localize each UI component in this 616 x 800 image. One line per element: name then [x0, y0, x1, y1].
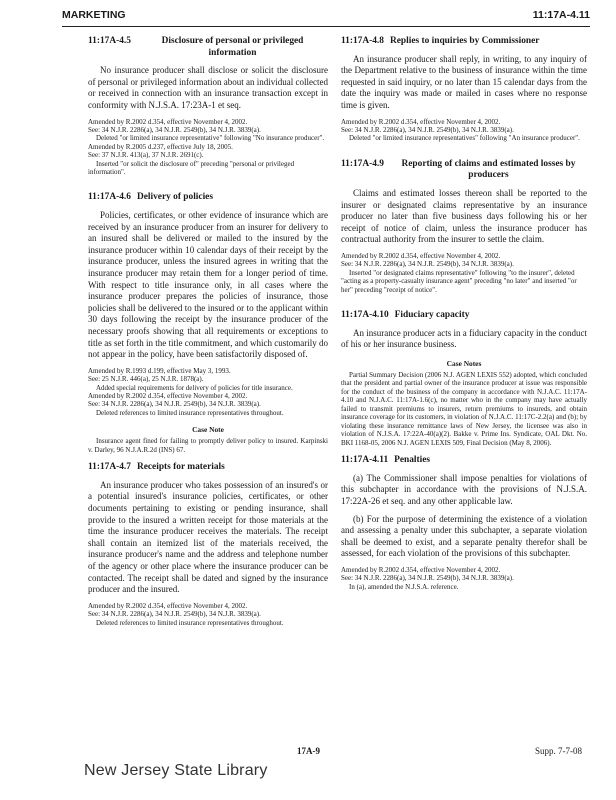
history-note: See: 34 N.J.R. 2286(a), 34 N.J.R. 2549(b), 34 N.J.R. 3839(a).: [88, 610, 261, 619]
section-number: 11:17A-4.10: [341, 309, 389, 320]
section-heading: [341, 310, 587, 322]
section-number: 11:17A-4.6: [88, 192, 131, 203]
running-header: [62, 4, 590, 27]
section-paragraph: No insurance producer shall disclose or solicit the disclosure of personal or privileged information about an individual collected or received in connection with an insurance transaction except in conformity with N.J.S.A. 17:23A-1 et seq.: [88, 65, 328, 110]
section-heading: [88, 36, 328, 59]
section-paragraph: Claims and estimated losses thereon shall be reported to the insurer or designated claims representative by an insurance producer no later than five business days following his or her receipt of notice of claim, unless the insurance producer has contractual authority from the insurer to settle the claim.: [341, 187, 587, 245]
section-4-9: [341, 159, 587, 294]
section-paragraph: An insurance producer who takes possession of an insured's or a potential insured's insurance policies, certificates, or other documents pertaining to existing or pending insurance, shall provide to the insured a written receipt for those materials at the time the insurance producer receives the materials. The receipt shall contain an itemized list of the materials received, the insurance producer's name and the address and telephone number of the agency or other place where the insurance producer can be contacted. The receipt shall be dated and signed by the insurance producer and the insured.: [88, 479, 328, 595]
section-4-8: [341, 36, 587, 143]
history-notes: [341, 252, 587, 294]
section-number: 11:17A-4.7: [88, 462, 131, 473]
section-4-11: [341, 455, 587, 591]
section-number: 11:17A-4.11: [341, 455, 389, 466]
section-paragraph: Policies, certificates, or other evidence of insurance which are received by an insurance producer from an insurer for delivery to an insured shall be delivered or mailed to the insured by the insurance producer within 10 calendar days of their receipt by the insurance producer, unless the insured agrees in writing that the insurance producer may retain them for a longer period of time. With respect to title insurance only, in all cases where the insurance producer prepares the policies of insurance, those policies shall be delivered to the insured or to the applicant within 30 days following the receipt by the insurance producer of the necessary proofs showing that all requirements or exceptions to title as set forth in the title commitment, and which customarily do not appear in the policy, have been satisfactorily disposed of.: [88, 210, 328, 360]
section-4-7: [88, 462, 328, 627]
history-note: Amended by R.2002 d.354, effective November 4, 2002.: [341, 117, 501, 126]
section-title: Disclosure of personal or privileged information: [161, 36, 304, 58]
history-note: See: 25 N.J.R. 446(a), 25 N.J.R. 1878(a).: [88, 375, 204, 384]
history-note: See: 37 N.J.R. 413(a), 37 N.J.R. 2691(c).: [88, 151, 204, 160]
history-note: See: 34 N.J.R. 2286(a), 34 N.J.R. 2549(b), 34 N.J.R. 3839(a).: [341, 574, 514, 583]
history-note: Amended by R.2002 d.354, effective November 4, 2002.: [88, 601, 248, 610]
page-number: 17A-9: [297, 746, 320, 756]
section-heading: [341, 455, 587, 467]
section-title: Receipts for materials: [136, 462, 225, 473]
history-note: Deleted "or limited insurance representative" following "No insurance producer".: [96, 134, 325, 143]
history-note: Deleted "or limited insurance representatives" following "An insurance producer".: [349, 134, 580, 143]
history-note: Deleted references to limited insurance representatives throughout.: [96, 618, 284, 627]
section-paragraph: An insurance producer shall reply, in writing, to any inquiry of the Department relative to the business of insurance within the time requested in said inquiry, or no later than 15 calendar days from the date the inquiry was made or mailed in cases where no response time is given.: [341, 53, 587, 110]
history-note: Amended by R.1993 d.199, effective May 3, 1993.: [88, 366, 231, 375]
header-chapter-title: MARKETING: [62, 9, 126, 21]
history-note: Added special requirements for delivery of policies for title insurance.: [96, 383, 293, 392]
section-title: Fiduciary capacity: [394, 309, 470, 320]
history-note: Amended by R.2002 d.354, effective November 4, 2002.: [88, 391, 248, 400]
section-heading: [341, 159, 587, 182]
history-note: Amended by R.2002 d.354, effective November 4, 2002.: [88, 117, 248, 126]
history-note: Amended by R.2005 d.237, effective July 18, 2005.: [88, 142, 233, 151]
left-column: [88, 36, 328, 635]
history-notes: [88, 367, 328, 417]
section-number: 11:17A-4.8: [341, 36, 384, 46]
history-note: Amended by R.2002 d.354, effective November 4, 2002.: [341, 566, 501, 574]
right-column: [341, 36, 587, 599]
case-notes-text: Partial Summary Decision (2006 N.J. AGEN LEXIS 552) adopted, which concluded that the president and partial owner of the insurance producer at issue was responsible for the conduct of the business of the company in accordance with N.J.A.C. 11:17A-4.10 and N.J.A.C. 11:17A-1.6(c), no matter who in the company may have actually failed to transmit premiums to insurers, return premiums to insureds, and obtain insurance coverage for its customers, in violation of N.J.A.C. 11:17C-2.2(a) and (b); by violating these insurance remittance laws of New Jersey, the licensee was also in violation of N.J.S.A. 17:22A-40(a)(2). Bakke v. Prime Ins. Syndicate, OAL Dkt. No. BKI 1168-05, 2006 N.J. AGEN LEXIS 509, Final Decision (May 8, 2006).: [341, 370, 587, 447]
library-watermark: New Jersey State Library: [84, 762, 268, 779]
section-number: 11:17A-4.5: [88, 36, 131, 46]
section-heading: [341, 36, 587, 48]
section-title: Delivery of policies: [136, 192, 213, 203]
history-note: See: 34 N.J.R. 2286(a), 34 N.J.R. 2549(b), 34 N.J.R. 3839(a).: [341, 125, 514, 134]
history-note: Deleted references to limited insurance representatives throughout.: [96, 408, 284, 417]
supplement-date: Supp. 7-7-08: [535, 746, 582, 756]
history-notes: [341, 566, 587, 591]
section-heading: [88, 192, 328, 204]
section-paragraph: (b) For the purpose of determining the existence of a violation and assessing a penalty under this subchapter, a separate violation shall be deemed to exist, and a separate penalty therefor shall be assessed, for each violation of the provisions of this subchapter.: [341, 513, 587, 559]
history-note: See: 34 N.J.R. 2286(a), 34 N.J.R. 2549(b), 34 N.J.R. 3839(a).: [341, 260, 514, 269]
section-title: Replies to inquiries by Commissioner: [389, 36, 540, 46]
history-notes: [341, 118, 587, 143]
section-4-5: [88, 36, 328, 176]
section-paragraph: (a) The Commissioner shall impose penalties for violations of this subchapter in accordance with the provisions of N.J.S.A. 17:22A-26 et seq. and any other applicable law.: [341, 472, 587, 507]
history-notes: [88, 602, 328, 627]
section-4-10: [341, 310, 587, 447]
section-paragraph: An insurance producer acts in a fiduciary capacity in the conduct of his or her insurance business.: [341, 327, 587, 350]
case-note-heading: Case Note: [192, 425, 224, 435]
case-note-text: Insurance agent fined for failing to promptly deliver policy to insured. Karpinski v. Darley, 96 N.J.A.R.2d (INS) 67.: [88, 437, 328, 454]
history-note: Inserted "or solicit the disclosure of" preceding "personal or privileged information".: [88, 159, 295, 176]
header-section-range: 11:17A-4.11: [532, 9, 590, 21]
history-notes: [88, 118, 328, 177]
section-4-6: [88, 192, 328, 454]
section-title: Penalties: [394, 455, 431, 466]
history-note: Inserted "or designated claims representative" following "to the insurer", deleted "acting as a property-casualty insurance agent" preceding "no later" and inserted "or her" preceding "receipt of notice".: [341, 268, 577, 294]
history-note: See: 34 N.J.R. 2286(a), 34 N.J.R. 2549(b), 34 N.J.R. 3839(a).: [88, 125, 261, 134]
case-notes-heading: Case Notes: [446, 358, 482, 368]
section-heading: [88, 462, 328, 474]
history-note: Amended by R.2002 d.354, effective November 4, 2002.: [341, 251, 501, 260]
section-title: Reporting of claims and estimated losses by producers: [401, 158, 576, 181]
history-note: See: 34 N.J.R. 2286(a), 34 N.J.R. 2549(b), 34 N.J.R. 3839(a).: [88, 400, 261, 409]
history-note: In (a), amended the N.J.S.A. reference.: [349, 582, 459, 591]
section-number: 11:17A-4.9: [341, 158, 384, 169]
